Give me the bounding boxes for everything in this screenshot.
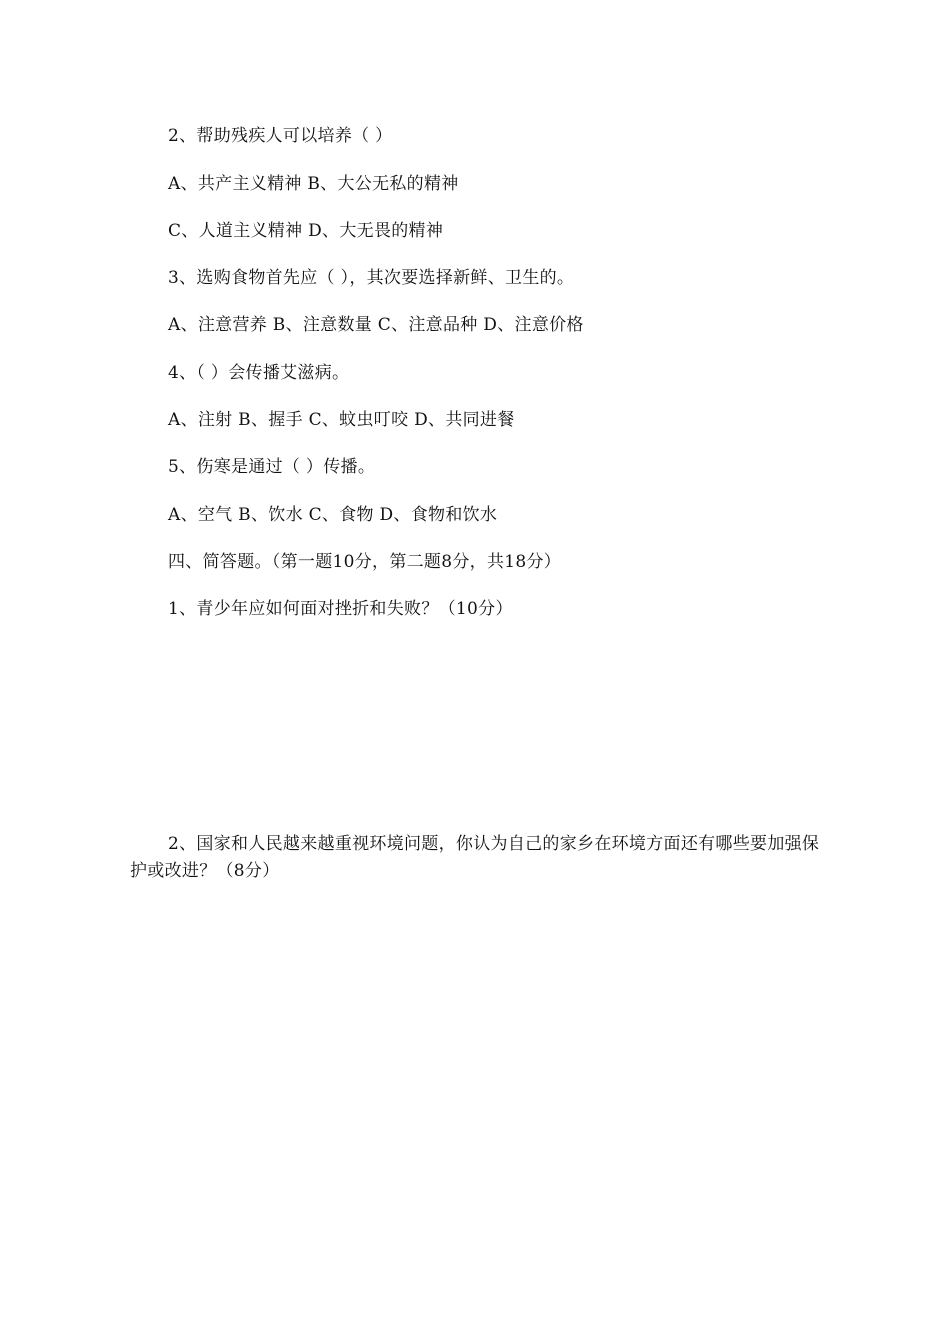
short-answer-question-1: 1、青少年应如何面对挫折和失败？（10分）	[168, 599, 513, 619]
short-answer-question-2: 2、国家和人民越来越重视环境问题，你认为自己的家乡在环境方面还有哪些要加强保护或改进？（8分）	[130, 834, 820, 881]
question-2-options-ab: A、共产主义精神 B、大公无私的精神	[168, 174, 459, 194]
question-5-stem: 5、伤寒是通过（ ）传播。	[168, 457, 376, 477]
question-5-options: A、空气 B、饮水 C、食物 D、食物和饮水	[168, 505, 498, 525]
question-2-options-cd: C、人道主义精神 D、大无畏的精神	[168, 221, 444, 241]
question-4-options: A、注射 B、握手 C、蚊虫叮咬 D、共同进餐	[168, 410, 515, 430]
question-4-stem: 4、（ ）会传播艾滋病。	[168, 363, 350, 383]
question-3-options: A、注意营养 B、注意数量 C、注意品种 D、注意价格	[168, 315, 584, 335]
question-3-stem: 3、选购食物首先应（ ），其次要选择新鲜、卫生的。	[168, 268, 575, 288]
question-2-stem: 2、帮助残疾人可以培养（ ）	[168, 126, 393, 146]
section-4-heading: 四、简答题。（第一题10分，第二题8分，共18分）	[168, 552, 562, 572]
